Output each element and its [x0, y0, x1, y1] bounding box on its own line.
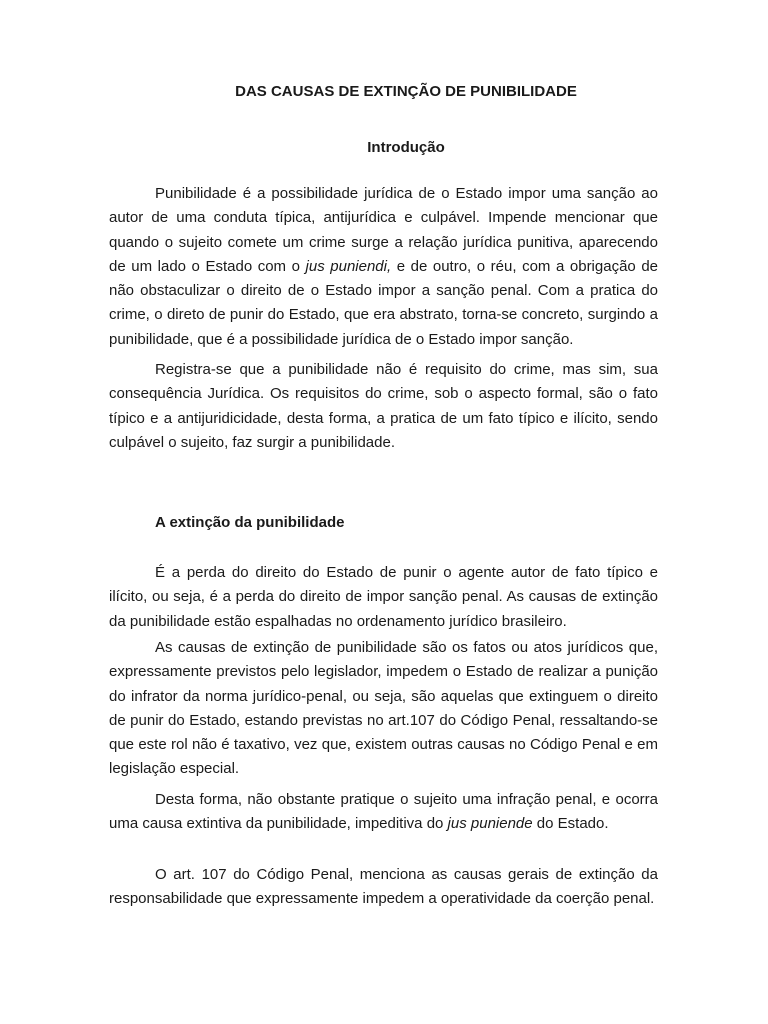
- intro-paragraph-1-emphasis: jus puniendi,: [305, 257, 392, 275]
- extincao-paragraph-3-emphasis: jus puniende: [447, 815, 533, 833]
- intro-paragraph-1-part-b: e de outro, o réu, com a obrigação de não obstaculizar o direito de o Estado impor a sanção penal. Com a pratica do crime, o direto de punir do Estado, que era abstrato, torna-se concreto, surgindo a punibilidade, que é a possibilidade jurídica de o Estado impor sanção.: [109, 257, 659, 348]
- intro-paragraph-1: [109, 182, 658, 352]
- extincao-paragraph-3-part-a: Desta forma, não obstante pratique o sujeito uma infração penal, e ocorra uma causa extintiva da punibilidade, impeditiva do: [109, 791, 658, 833]
- extincao-paragraph-4: O art. 107 do Código Penal, menciona as causas gerais de extinção da responsabilidade que expressamente impedem a operatividade da coerção penal.: [109, 866, 658, 908]
- extincao-paragraph-1: É a perda do direito do Estado de punir o agente autor de fato típico e ilícito, ou seja, é a perda do direito de impor sanção penal. As causas de extinção da punibilidade estão espalhadas no ordenamento jurídico brasileiro.: [109, 564, 658, 630]
- document-title: DAS CAUSAS DE EXTINÇÃO DE PUNIBILIDADE: [235, 83, 577, 100]
- intro-paragraph-2: Registra-se que a punibilidade não é requisito do crime, mas sim, sua consequência Jurídica. Os requisitos do crime, sob o aspecto formal, são o fato típico e a antijuridicidade, desta forma, a pratica de um fato típico e ilícito, sendo culpável o sujeito, faz surgir a punibilidade.: [109, 361, 658, 451]
- intro-paragraph-1-part-a: Punibilidade é a possibilidade jurídica de o Estado impor uma sanção ao autor de uma conduta típica, antijurídica e culpável. Impende mencionar que quando o sujeito comete um crime surge a relação jurídica punitiva, aparecendo de um lado o Estado com o: [109, 185, 658, 275]
- extincao-heading: A extinção da punibilidade: [155, 514, 345, 531]
- extincao-paragraph-2: As causas de extinção de punibilidade são os fatos ou atos jurídicos que, expressamente previstos pelo legislador, impedem o Estado de realizar a punição do infrator da norma jurídico-penal, ou seja, são aquelas que extinguem o direito de punir do Estado, estando previstas no art.107 do Código Penal, ressaltando-se que este rol não é taxativo, vez que, existem outras causas no Código Penal e em legislação especial.: [109, 639, 658, 778]
- extincao-paragraph-3-part-b: do Estado.: [532, 815, 609, 833]
- intro-heading: Introdução: [367, 139, 445, 156]
- extincao-paragraph-3: [109, 788, 658, 837]
